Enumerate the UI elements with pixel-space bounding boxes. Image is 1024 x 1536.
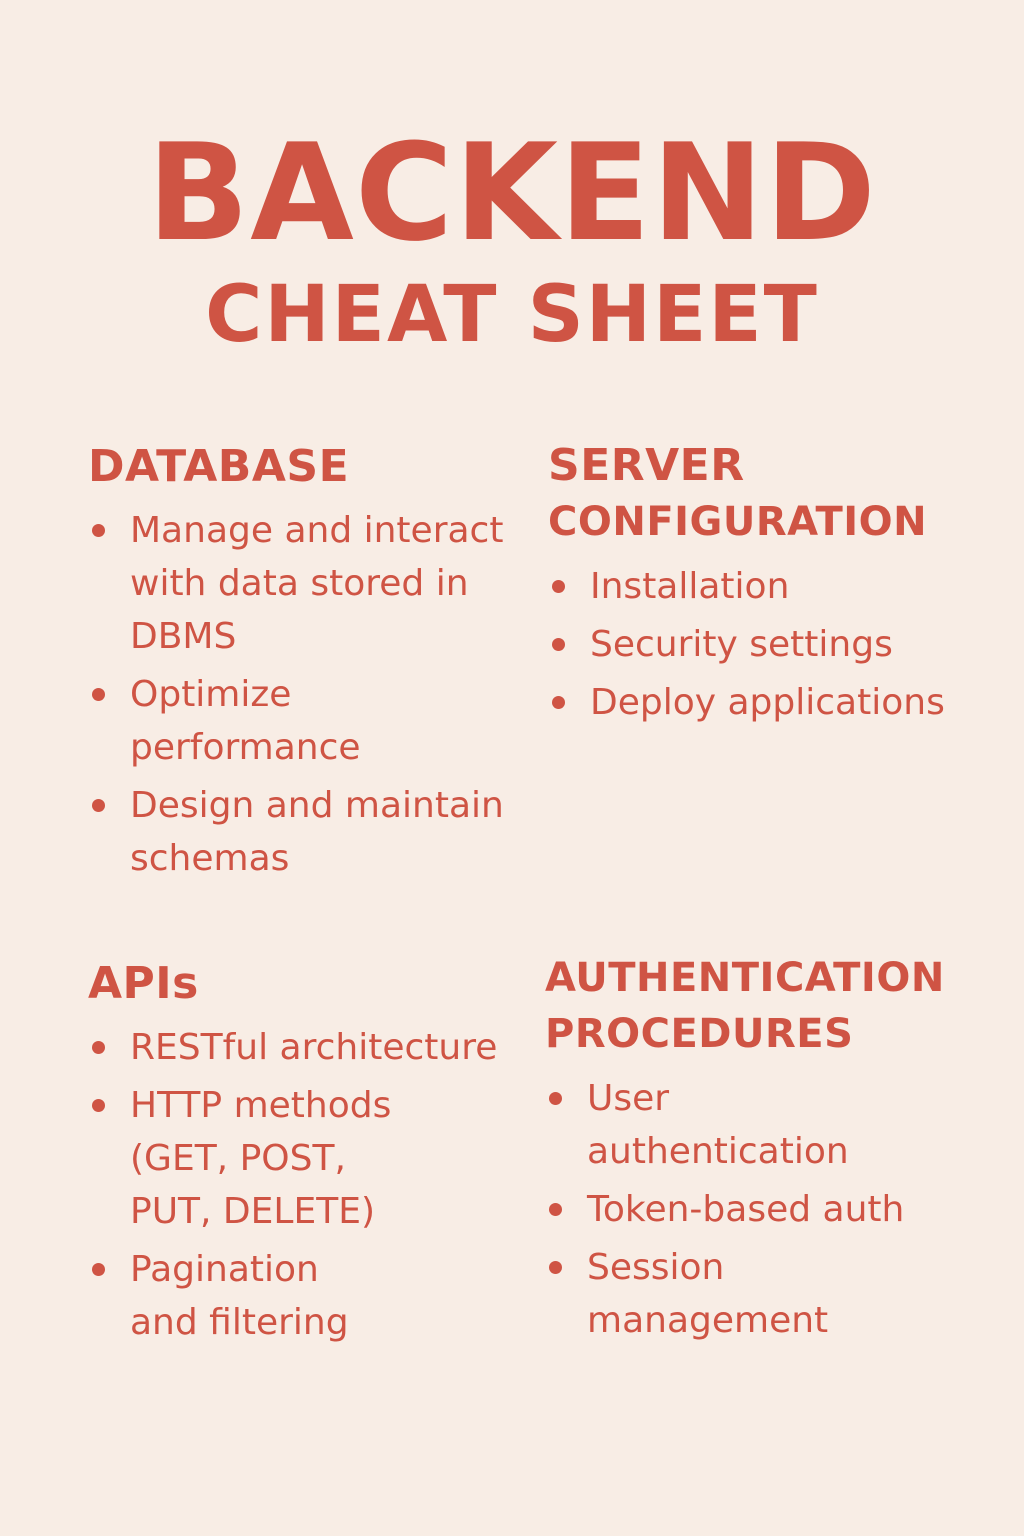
bullet-icon [92,524,105,537]
heading-line-configuration: CONFIGURATION [548,499,928,545]
list-item-text: Deploy applications [590,682,945,723]
heading-line-server: SERVER [548,440,745,491]
list-item [88,1243,538,1349]
list-item-text: Optimize performance [130,674,361,768]
bullet-icon [92,688,105,701]
list-item [545,1072,1005,1178]
bullet-icon [552,638,565,651]
list-item-text: Design and maintain schemas [130,785,504,879]
database-list [88,504,528,885]
list-item [548,560,988,613]
bullet-icon [549,1092,562,1105]
heading-line-authentication: AUTHENTICATION [545,955,945,1001]
section-heading-database: DATABASE [88,441,350,492]
list-item [88,1079,538,1238]
list-item [548,676,988,729]
list-item-text: Session management [587,1247,829,1341]
list-item [545,1183,1005,1236]
list-item [88,504,528,663]
list-item-text: RESTful architecture [130,1027,498,1068]
page-subtitle: CHEAT SHEET [205,270,819,360]
list-item-text: Installation [590,566,790,607]
list-item-text: User authentication [587,1078,849,1172]
auth-list [545,1072,1005,1347]
list-item-text: Token-based auth [587,1189,905,1230]
list-item-text: HTTP methods (GET, POST, PUT, DELETE) [130,1085,392,1232]
bullet-icon [549,1261,562,1274]
section-apis [88,955,538,1354]
page-title: BACKEND [147,115,877,271]
bullet-icon [92,1041,105,1054]
section-authentication-procedures [545,950,1005,1352]
list-item-text: Pagination and filtering [130,1249,349,1343]
section-heading-apis: APIs [88,958,199,1009]
list-item-text: Manage and interact with data stored in DBMS [130,510,504,657]
list-item [88,668,528,774]
list-item [548,618,988,671]
bullet-icon [92,1263,105,1276]
heading-line-procedures: PROCEDURES [545,1011,854,1057]
bullet-icon [92,1099,105,1112]
server-list [548,560,988,729]
section-heading-server [548,438,988,550]
bullet-icon [92,799,105,812]
bullet-icon [552,696,565,709]
list-item [545,1241,1005,1347]
list-item [88,779,528,885]
bullet-icon [552,580,565,593]
section-server-configuration [548,438,988,734]
bullet-icon [549,1203,562,1216]
list-item-text: Security settings [590,624,893,665]
apis-list [88,1021,538,1349]
section-heading-auth [545,950,1005,1062]
section-database [88,438,528,890]
list-item [88,1021,538,1074]
